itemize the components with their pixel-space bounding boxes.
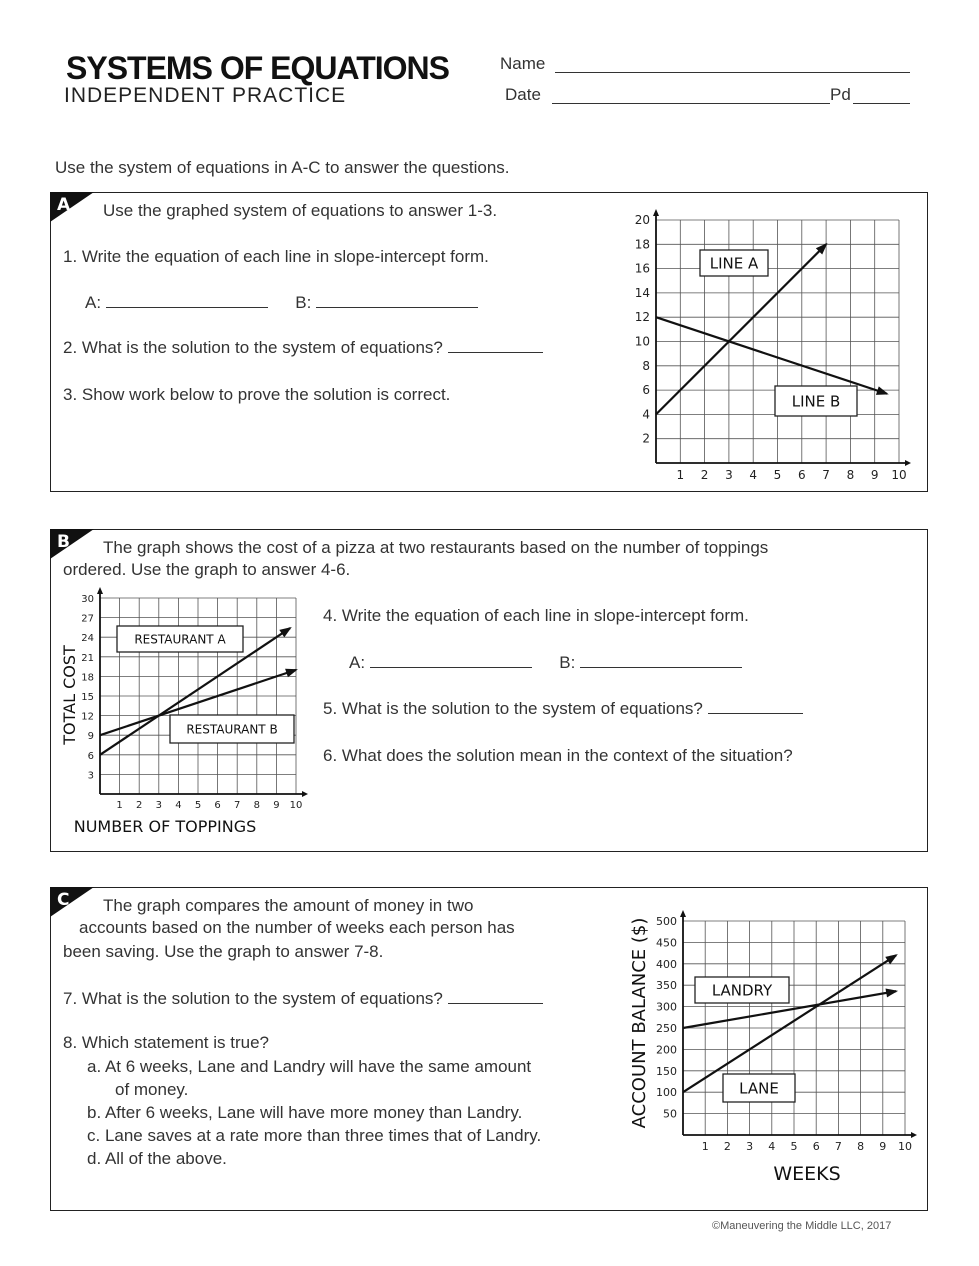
y-tick-label: 6 <box>87 750 94 762</box>
y-tick-label: 100 <box>656 1086 677 1100</box>
x-axis-title: WEEKS <box>773 1163 841 1185</box>
section-b-prompt-line2: ordered. Use the graph to answer 4-6. <box>63 560 351 579</box>
y-tick-label: 150 <box>656 1064 677 1078</box>
y-tick-label: 27 <box>81 613 94 625</box>
y-tick-label: 3 <box>87 770 94 782</box>
x-tick-label: 9 <box>879 1140 887 1153</box>
y-tick-label: 200 <box>656 1043 677 1057</box>
y-tick-label: 2 <box>642 431 650 446</box>
answer-a-label: A: <box>85 293 102 312</box>
series-label: LINE A <box>709 254 759 273</box>
y-tick-label: 21 <box>81 652 94 664</box>
x-tick-label: 10 <box>891 468 907 482</box>
x-axis-arrow <box>302 791 308 797</box>
section-letter: B <box>57 532 70 552</box>
date-field[interactable] <box>552 87 830 104</box>
x-tick-label: 7 <box>834 1140 842 1153</box>
y-tick-label: 4 <box>642 407 650 422</box>
option-a-line1: a. At 6 weeks, Lane and Landry will have the same amount <box>87 1057 532 1076</box>
y-tick-label: 9 <box>87 731 94 743</box>
section-b-prompt-line1: The graph shows the cost of a pizza at two restaurants based on the number of toppings <box>103 538 769 557</box>
x-tick-label: 9 <box>273 800 280 811</box>
name-label: Name <box>500 54 546 73</box>
x-tick-label: 1 <box>676 468 685 482</box>
y-tick-label: 20 <box>634 213 650 227</box>
graph-a <box>620 200 920 485</box>
option-b: b. After 6 weeks, Lane will have more money than Landry. <box>87 1103 523 1122</box>
section-a-prompt: Use the graphed system of equations to answer 1-3. <box>103 201 498 220</box>
x-tick-label: 5 <box>790 1140 798 1153</box>
answer-4a-field[interactable] <box>370 653 532 668</box>
answer-a-label: A: <box>349 653 366 672</box>
x-tick-label: 2 <box>700 468 709 482</box>
y-tick-label: 250 <box>656 1022 677 1035</box>
section-c-prompt-line2: accounts based on the number of weeks each person has <box>79 918 515 937</box>
answer-5-field[interactable] <box>708 699 803 714</box>
y-tick-label: 50 <box>663 1107 677 1121</box>
y-axis-title: ACCOUNT BALANCE ($) <box>629 917 650 1129</box>
y-tick-label: 12 <box>634 310 650 325</box>
x-tick-label: 5 <box>194 800 202 811</box>
question-3: 3. Show work below to prove the solution is correct. <box>63 385 451 404</box>
question-4: 4. Write the equation of each line in slope-intercept form. <box>323 606 749 625</box>
series-line <box>683 955 896 1092</box>
series-label: RESTAURANT B <box>186 722 278 737</box>
question-1: 1. Write the equation of each line in slope-intercept form. <box>63 247 489 266</box>
y-tick-label: 18 <box>81 672 94 684</box>
x-tick-label: 1 <box>701 1140 709 1153</box>
series-label: LANDRY <box>711 981 773 1000</box>
series-label: LANE <box>739 1079 779 1098</box>
section-letter: C <box>57 890 70 910</box>
question-5: 5. What is the solution to the system of equations? <box>323 699 703 718</box>
y-tick-label: 10 <box>634 334 650 349</box>
section-c-prompt-line1: The graph compares the amount of money in two <box>103 896 474 915</box>
x-tick-label: 10 <box>289 800 303 811</box>
series-label: RESTAURANT A <box>134 632 226 647</box>
answer-4b-field[interactable] <box>580 653 742 668</box>
x-tick-label: 7 <box>234 800 241 811</box>
x-tick-label: 2 <box>723 1140 731 1153</box>
answer-7-field[interactable] <box>448 989 543 1004</box>
series-arrow <box>886 988 899 997</box>
answer-b-label: B: <box>295 293 312 312</box>
question-2: 2. What is the solution to the system of equations? <box>63 338 443 357</box>
y-axis-arrow <box>97 587 103 594</box>
period-field[interactable] <box>853 87 910 104</box>
option-a-line2: of money. <box>115 1080 189 1099</box>
question-6: 6. What does the solution mean in the context of the situation? <box>323 746 793 765</box>
x-tick-label: 8 <box>253 800 260 811</box>
x-tick-label: 4 <box>768 1140 776 1153</box>
y-tick-label: 12 <box>81 711 94 723</box>
y-axis-arrow <box>680 910 686 917</box>
x-tick-label: 9 <box>870 468 879 482</box>
x-tick-label: 3 <box>746 1140 754 1153</box>
graph-b <box>55 585 315 840</box>
graph-c <box>625 908 920 1188</box>
name-field[interactable] <box>555 56 910 73</box>
x-tick-label: 4 <box>175 800 182 811</box>
x-tick-label: 1 <box>116 800 123 811</box>
x-tick-label: 2 <box>136 800 143 811</box>
x-tick-label: 6 <box>797 468 806 482</box>
series-arrow <box>885 954 898 964</box>
copyright: ©Maneuvering the Middle LLC, 2017 <box>712 1220 892 1232</box>
period-label: Pd <box>830 85 851 104</box>
x-axis-arrow <box>905 460 911 466</box>
y-tick-label: 15 <box>81 692 94 703</box>
y-tick-label: 300 <box>656 1000 677 1014</box>
x-tick-label: 6 <box>214 800 221 811</box>
section-c-prompt-line3: been saving. Use the graph to answer 7-8. <box>63 942 384 961</box>
answer-b-label: B: <box>559 653 576 672</box>
option-d: d. All of the above. <box>87 1149 227 1168</box>
question-7: 7. What is the solution to the system of equations? <box>63 989 443 1008</box>
y-axis-arrow <box>653 209 659 216</box>
option-c: c. Lane saves at a rate more than three times that of Landry. <box>87 1126 542 1145</box>
answer-1b-field[interactable] <box>316 293 478 308</box>
y-tick-label: 6 <box>642 383 650 398</box>
y-tick-label: 500 <box>656 915 677 928</box>
x-axis-arrow <box>911 1132 917 1138</box>
x-tick-label: 8 <box>857 1140 865 1153</box>
intro-text: Use the system of equations in A-C to answer the questions. <box>55 158 510 177</box>
x-tick-label: 6 <box>812 1140 820 1153</box>
x-tick-label: 3 <box>155 800 162 811</box>
y-tick-label: 8 <box>642 358 650 373</box>
answer-2-field[interactable] <box>448 338 543 353</box>
y-tick-label: 350 <box>656 979 677 993</box>
x-tick-label: 3 <box>725 468 733 482</box>
series-label: LINE B <box>791 392 841 411</box>
series-arrow <box>279 627 291 637</box>
y-tick-label: 18 <box>634 237 650 252</box>
worksheet-subtitle: INDEPENDENT PRACTICE <box>64 84 347 107</box>
x-tick-label: 8 <box>846 468 855 482</box>
question-8: 8. Which statement is true? <box>63 1033 269 1052</box>
y-tick-label: 450 <box>656 936 677 950</box>
section-letter: A <box>57 195 71 215</box>
y-tick-label: 30 <box>81 594 94 605</box>
answer-1a-field[interactable] <box>106 293 268 308</box>
y-tick-label: 16 <box>634 261 650 276</box>
y-tick-label: 14 <box>634 285 650 300</box>
x-tick-label: 10 <box>898 1140 912 1153</box>
y-tick-label: 400 <box>656 957 677 971</box>
x-tick-label: 4 <box>749 468 758 482</box>
date-label: Date <box>505 85 541 104</box>
x-tick-label: 7 <box>822 468 830 482</box>
x-axis-title: NUMBER OF TOPPINGS <box>73 817 257 836</box>
y-axis-title: TOTAL COST <box>60 645 79 745</box>
y-tick-label: 24 <box>81 633 94 645</box>
series-line <box>656 317 887 394</box>
series-arrow <box>876 386 889 395</box>
worksheet-title: SYSTEMS OF EQUATIONS <box>66 50 449 86</box>
x-tick-label: 5 <box>773 468 782 482</box>
